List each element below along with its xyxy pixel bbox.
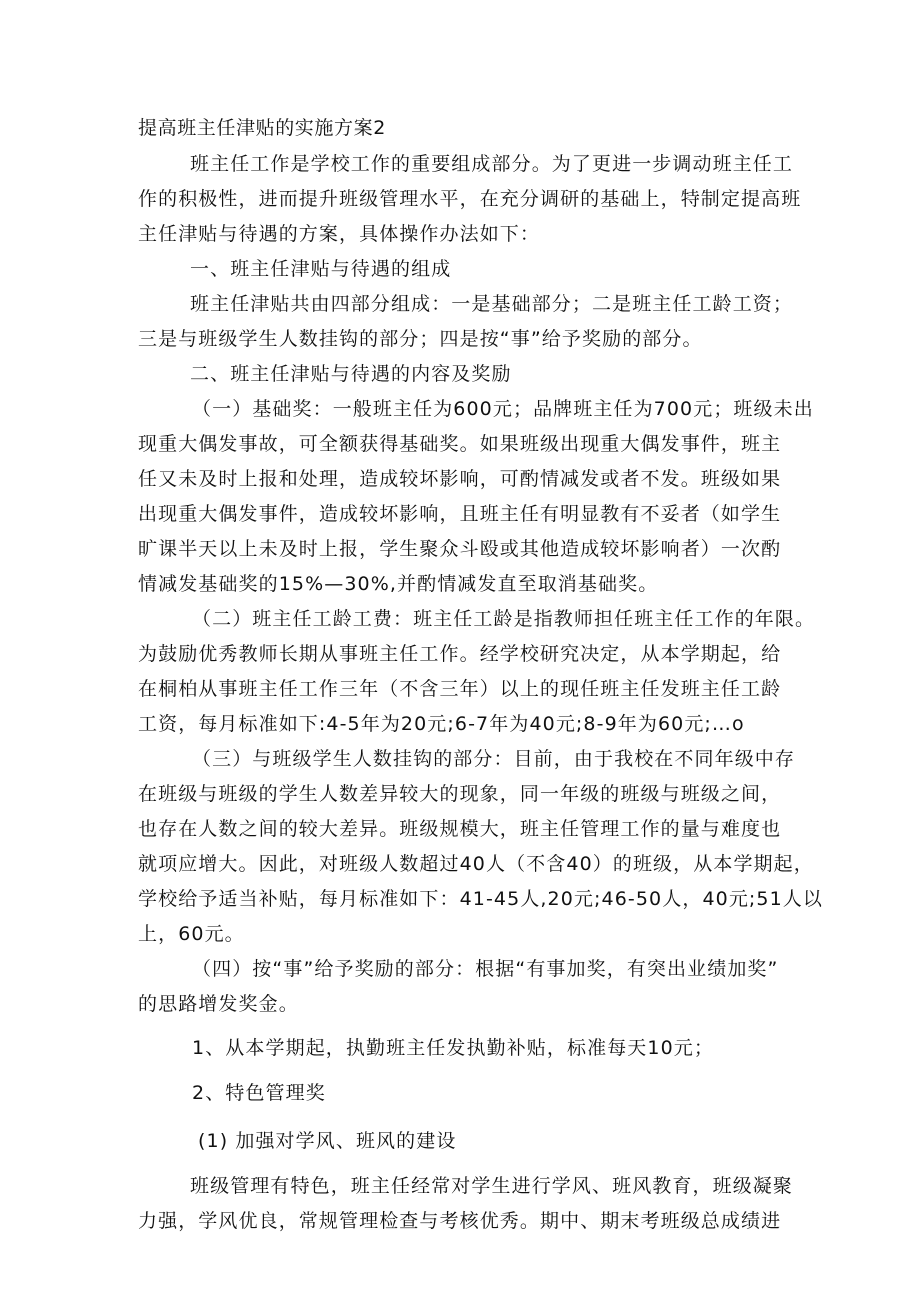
section-heading-2: 二、班主任津贴与待遇的内容及奖励 xyxy=(190,363,512,385)
paragraph-student-count-line-6: 上，60元。 xyxy=(138,923,245,945)
document-title: 提高班主任津贴的实施方案2 xyxy=(138,117,386,139)
paragraph-event-award-line-2: 的思路增发奖金。 xyxy=(138,993,299,1015)
paragraph-intro-line-1: 班主任工作是学校工作的重要组成部分。为了更进一步调动班主任工 xyxy=(190,153,794,175)
paragraph-basic-award-line-2: 现重大偶发事故，可全额获得基础奖。如果班级出现重大偶发事件，班主 xyxy=(138,433,782,455)
paragraph-student-count-line-3: 也存在人数之间的较大差异。班级规模大，班主任管理工作的量与难度也 xyxy=(138,818,782,840)
paragraph-composition-line-1: 班主任津贴共由四部分组成：一是基础部分；二是班主任工龄工资； xyxy=(190,293,794,315)
list-item-duty-subsidy: 1、从本学期起，执勤班主任发执勤补贴，标准每天10元； xyxy=(192,1037,714,1059)
paragraph-intro-line-2: 作的积极性，进而提升班级管理水平，在充分调研的基础上，特制定提高班 xyxy=(138,188,802,210)
paragraph-seniority-line-3: 在桐柏从事班主任工作三年（不含三年）以上的现任班主任发班主任工龄 xyxy=(138,678,782,700)
subheading-style-building: (1) 加强对学风、班风的建设 xyxy=(198,1130,457,1152)
section-heading-1: 一、班主任津贴与待遇的组成 xyxy=(190,258,452,280)
paragraph-intro-line-3: 主任津贴与待遇的方案，具体操作办法如下： xyxy=(138,223,541,245)
paragraph-basic-award-line-1: （一）基础奖：一般班主任为600元；品牌班主任为700元；班级未出 xyxy=(192,398,814,420)
paragraph-class-management-line-2: 力强，学风优良，常规管理检查与考核优秀。期中、期末考班级总成绩进 xyxy=(138,1210,782,1232)
paragraph-student-count-line-4: 就项应增大。因此，对班级人数超过40人（不含40）的班级，从本学期起， xyxy=(138,853,814,875)
paragraph-class-management-line-1: 班级管理有特色，班主任经常对学生进行学风、班风教育，班级凝聚 xyxy=(190,1175,794,1197)
paragraph-seniority-line-1: （二）班主任工龄工费：班主任工龄是指教师担任班主任工作的年限。 xyxy=(192,608,816,630)
paragraph-basic-award-line-5: 旷课半天以上未及时上报，学生聚众斗殴或其他造成较坏影响者）一次酌 xyxy=(138,538,782,560)
paragraph-student-count-line-1: （三）与班级学生人数挂钩的部分：目前，由于我校在不同年级中存 xyxy=(192,748,796,770)
paragraph-student-count-line-5: 学校给予适当补贴，每月标准如下：41-45人,20元;46-50人，40元;51人以 xyxy=(138,888,823,910)
paragraph-composition-line-2: 三是与班级学生人数挂钩的部分；四是按“事”给予奖励的部分。 xyxy=(138,328,703,350)
paragraph-event-award-line-1: （四）按“事”给予奖励的部分：根据“有事加奖，有突出业绩加奖” xyxy=(192,958,779,980)
paragraph-seniority-line-2: 为鼓励优秀教师长期从事班主任工作。经学校研究决定，从本学期起，给 xyxy=(138,643,782,665)
paragraph-student-count-line-2: 在班级与班级的学生人数差异较大的现象，同一年级的班级与班级之间， xyxy=(138,783,782,805)
paragraph-basic-award-line-4: 出现重大偶发事件，造成较坏影响，且班主任有明显教有不妥者（如学生 xyxy=(138,503,782,525)
list-item-feature-management: 2、特色管理奖 xyxy=(192,1082,326,1104)
paragraph-basic-award-line-3: 任又未及时上报和处理，造成较坏影响，可酌情减发或者不发。班级如果 xyxy=(138,468,782,490)
paragraph-seniority-line-4: 工资，每月标准如下:4-5年为20元;6-7年为40元;8-9年为60元;…o xyxy=(138,713,745,735)
paragraph-basic-award-line-6: 情减发基础奖的15%—30%,并酌情减发直至取消基础奖。 xyxy=(138,573,659,595)
